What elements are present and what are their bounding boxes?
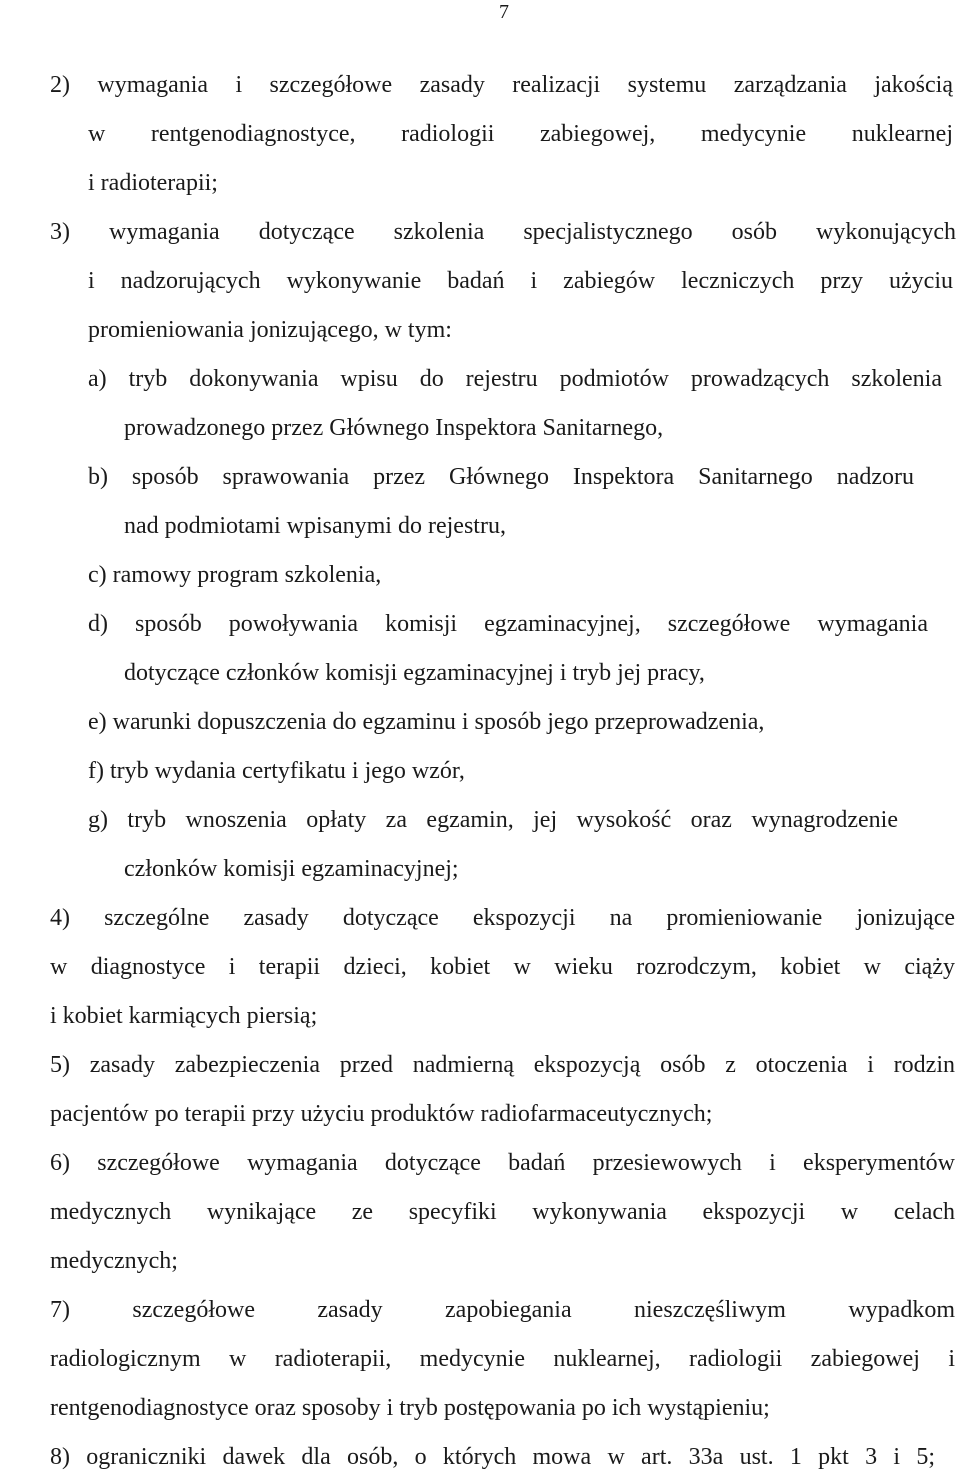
text-line: 4) szczególne zasady dotyczące ekspozycji na promieniowanie jonizujące [50,905,955,931]
text-line: 3) wymagania dotyczące szkolenia specjalistycznego osób wykonujących [50,219,956,245]
text-line: f) tryb wydania certyfikatu i jego wzór, [88,758,465,784]
text-line: i nadzorujących wykonywanie badań i zabiegów leczniczych przy użyciu [88,268,953,294]
text-line: 7) szczegółowe zasady zapobiegania nieszczęśliwym wypadkom [50,1297,955,1323]
text-line: medycznych wynikające ze specyfiki wykonywania ekspozycji w celach [50,1199,955,1225]
text-line: w diagnostyce i terapii dzieci, kobiet w wieku rozrodczym, kobiet w ciąży [50,954,955,980]
text-line: promieniowania jonizującego, w tym: [88,317,452,343]
text-line: dotyczące członków komisji egzaminacyjnej i tryb jej pracy, [124,660,705,686]
text-line: 2) wymagania i szczegółowe zasady realizacji systemu zarządzania jakością [50,72,953,98]
text-line: i radioterapii; [88,170,218,196]
text-line: rentgenodiagnostyce oraz sposoby i tryb postępowania po ich wystąpieniu; [50,1395,770,1421]
text-line: medycznych; [50,1248,178,1274]
text-line: i kobiet karmiących piersią; [50,1003,318,1029]
text-line: w rentgenodiagnostyce, radiologii zabiegowej, medycynie nuklearnej [88,121,953,147]
page-number: 7 [499,1,509,23]
text-line: e) warunki dopuszczenia do egzaminu i sposób jego przeprowadzenia, [88,709,765,735]
text-line: g) tryb wnoszenia opłaty za egzamin, jej wysokość oraz wynagrodzenie [88,807,898,833]
text-line: radiologicznym w radioterapii, medycynie nuklearnej, radiologii zabiegowej i [50,1346,955,1372]
text-line: d) sposób powoływania komisji egzaminacyjnej, szczegółowe wymagania [88,611,928,637]
text-line: a) tryb dokonywania wpisu do rejestru podmiotów prowadzących szkolenia [88,366,942,392]
text-line: prowadzonego przez Głównego Inspektora Sanitarnego, [124,415,664,441]
text-line: b) sposób sprawowania przez Głównego Inspektora Sanitarnego nadzoru [88,464,914,490]
text-line: 5) zasady zabezpieczenia przed nadmierną ekspozycją osób z otoczenia i rodzin [50,1052,955,1078]
text-line: członków komisji egzaminacyjnej; [124,856,459,882]
text-line: nad podmiotami wpisanymi do rejestru, [124,513,506,539]
text-line: 8) ograniczniki dawek dla osób, o których mowa w art. 33a ust. 1 pkt 3 i 5; [50,1444,935,1470]
text-line: c) ramowy program szkolenia, [88,562,382,588]
text-line: 6) szczegółowe wymagania dotyczące badań przesiewowych i eksperymentów [50,1150,955,1176]
text-line: pacjentów po terapii przy użyciu produktów radiofarmaceutycznych; [50,1101,713,1127]
